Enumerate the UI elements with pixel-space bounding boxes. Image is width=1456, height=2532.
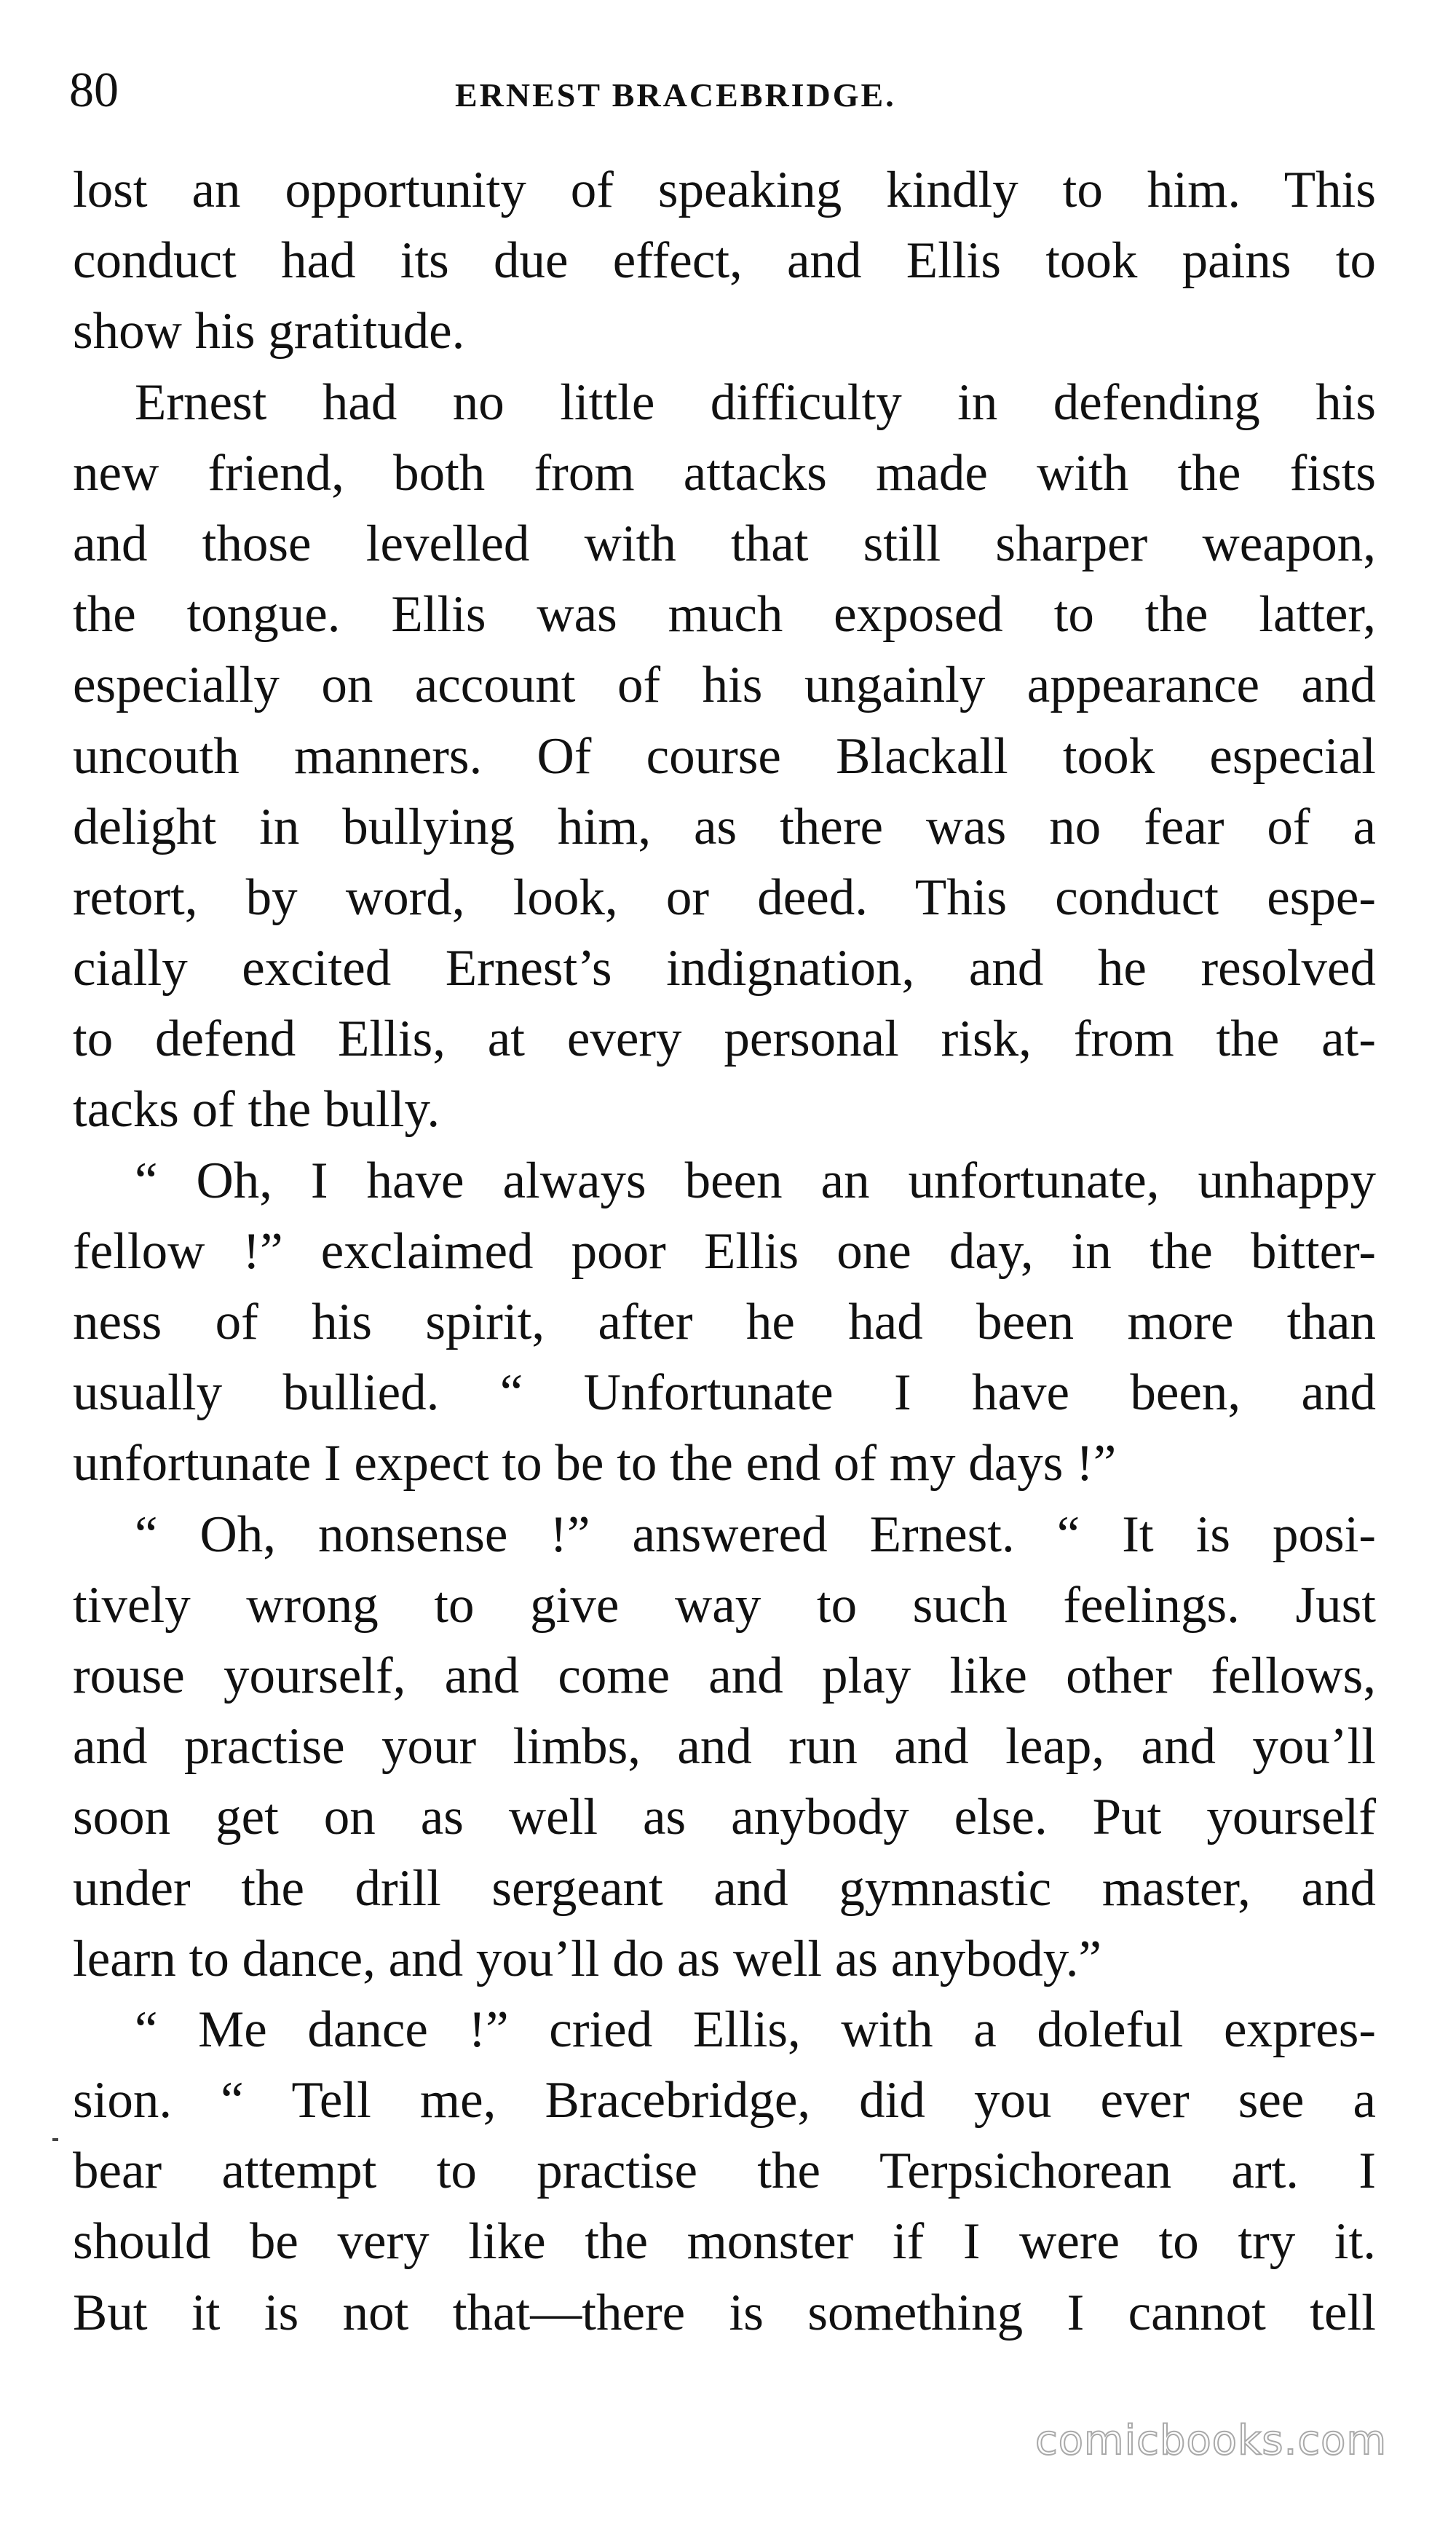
- text-line: sion. “ Tell me, Bracebridge, did you ever see a: [73, 2072, 1376, 2129]
- text-line: “ Oh, nonsense !” answered Ernest. “ It is posi-: [135, 1506, 1376, 1563]
- text-line: ness of his spirit, after he had been more than: [73, 1294, 1376, 1350]
- text-line: conduct had its due effect, and Ellis took pains to: [73, 232, 1376, 290]
- text-line: tacks of the bully.: [73, 1081, 440, 1139]
- text-line: fellow !” exclaimed poor Ellis one day, in the bitter-: [73, 1222, 1376, 1280]
- text-line: especially on account of his ungainly appearance and: [73, 657, 1376, 714]
- text-line: “ Me dance !” cried Ellis, with a doleful expres-: [135, 2001, 1376, 2058]
- text-line: to defend Ellis, at every personal risk, from the at-: [73, 1010, 1376, 1068]
- text-line: and those levelled with that still sharper weapon,: [73, 515, 1376, 572]
- text-line: retort, by word, look, or deed. This conduct espe-: [73, 869, 1376, 926]
- text-line: lost an opportunity of speaking kindly to him. This: [73, 162, 1376, 218]
- text-line: tively wrong to give way to such feelings. Just: [73, 1576, 1376, 1634]
- page-number: 80: [69, 62, 119, 117]
- text-line: But it is not that—there is something I cannot tell: [73, 2284, 1376, 2341]
- text-line: should be very like the monster if I were to try it.: [73, 2213, 1376, 2271]
- text-line: the tongue. Ellis was much exposed to the latter,: [73, 586, 1376, 644]
- text-line: bear attempt to practise the Terpsichorean art. I: [73, 2143, 1376, 2200]
- page-header: [69, 57, 1372, 122]
- text-line: delight in bullying him, as there was no fear of a: [73, 798, 1376, 855]
- text-line: unfortunate I expect to be to the end of my days !”: [73, 1435, 1117, 1492]
- margin-mark: [52, 2138, 58, 2141]
- text-line: and practise your limbs, and run and leap, and you’ll: [73, 1718, 1376, 1776]
- text-line: show his gratitude.: [73, 303, 465, 360]
- text-line: new friend, both from attacks made with the fists: [73, 444, 1376, 502]
- watermark: comicbooks.com: [1034, 2417, 1387, 2464]
- text-line: Ernest had no little difficulty in defending his: [135, 373, 1376, 431]
- text-line: under the drill sergeant and gymnastic master, and: [73, 1859, 1376, 1917]
- text-line: learn to dance, and you’ll do as well as anybody.”: [73, 1930, 1101, 1987]
- running-head: ERNEST BRACEBRIDGE.: [455, 76, 896, 114]
- text-line: usually bullied. “ Unfortunate I have been, and: [73, 1364, 1376, 1422]
- text-line: “ Oh, I have always been an unfortunate, unhappy: [135, 1152, 1376, 1209]
- text-line: rouse yourself, and come and play like other fellows,: [73, 1647, 1376, 1704]
- text-line: cially excited Ernest’s indignation, and he resolved: [73, 940, 1376, 997]
- text-line: soon get on as well as anybody else. Put yourself: [73, 1789, 1376, 1846]
- body-text: [73, 155, 1376, 2349]
- text-line: uncouth manners. Of course Blackall took especial: [73, 727, 1376, 785]
